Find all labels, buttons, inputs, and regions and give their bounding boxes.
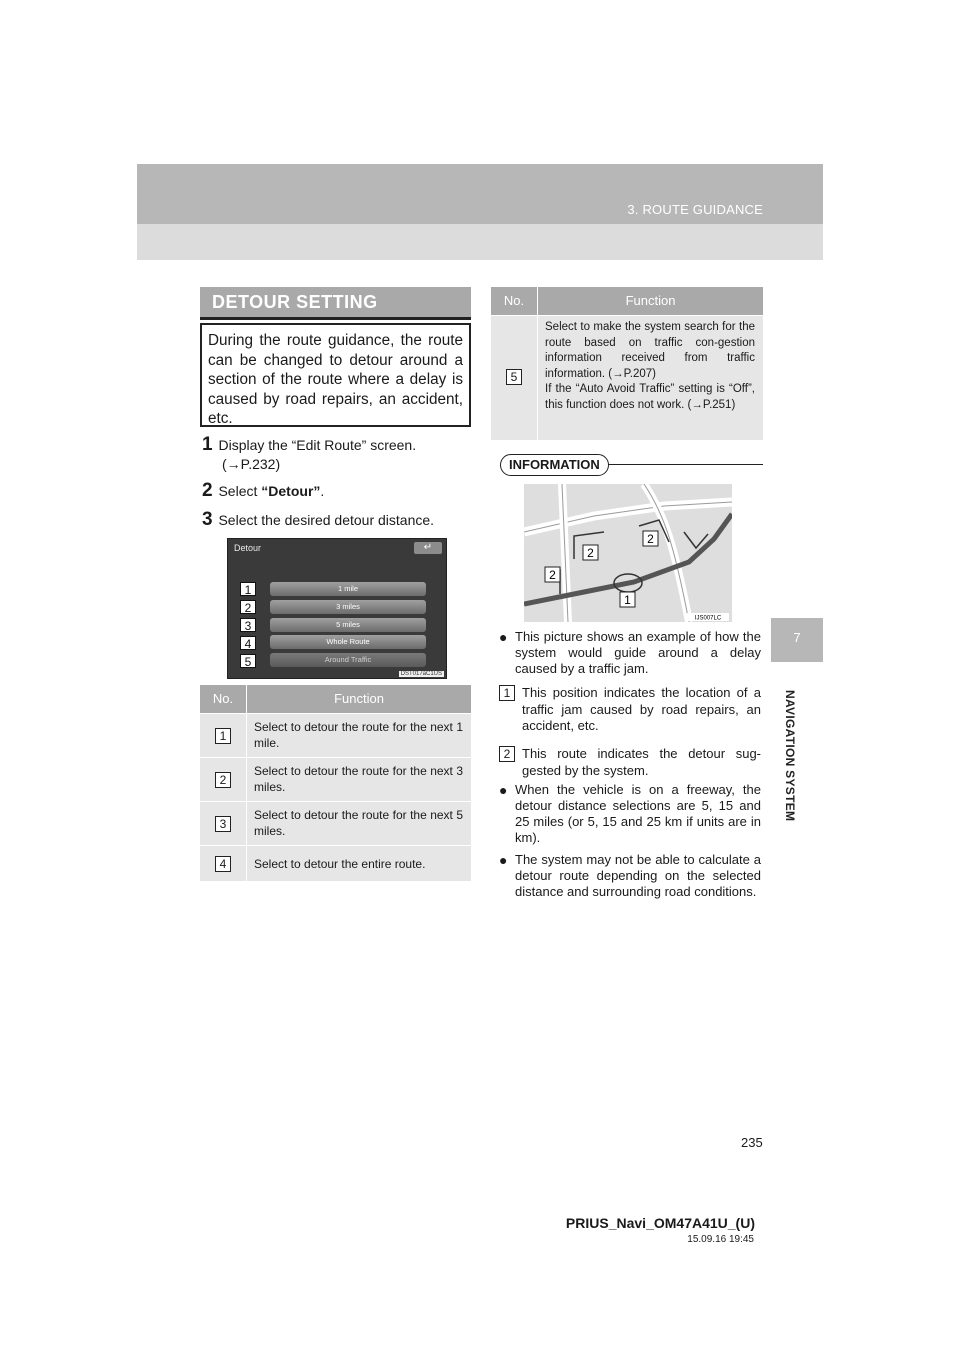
screen-title: Detour (234, 543, 262, 553)
chapter-number-tab: 7 (771, 618, 823, 662)
chapter-side-label (760, 690, 820, 910)
screen-option-1-mile: 1 mile (270, 582, 426, 596)
step-ref: (→P.232) (222, 456, 281, 472)
row-number: 1 (215, 728, 231, 744)
info-note-1 (499, 683, 761, 735)
function-table-2 (491, 287, 763, 440)
screen-option-around-traffic: Around Traffic (270, 653, 426, 667)
step-text: Select the desired detour distance. (218, 512, 435, 528)
note-number: 2 (499, 746, 515, 762)
screen-number-1: 1 (240, 582, 256, 596)
table-row (200, 757, 471, 801)
step-text: Display the “Edit Route” screen. (218, 437, 417, 453)
table-row (491, 315, 763, 440)
map-code: IJS007LC (694, 615, 722, 622)
info-note-2 (499, 744, 761, 779)
screen-option-3-miles: 3 miles (270, 600, 426, 614)
col-function-header: Function (537, 287, 763, 315)
step-2 (202, 481, 324, 501)
screen-number-4: 4 (240, 636, 256, 650)
row-function: Select to make the system search for the route based on traffic con-gestion information received from traffic information. (→P.207) (545, 321, 755, 380)
note-text: This position indicates the location of a traffic jam caused by road repairs, an accident, etc. (522, 685, 761, 733)
info-bullet: ● This picture shows an example of how the system would guide around a delay caused by a traffic jam. (499, 629, 761, 676)
step-1 (202, 435, 472, 474)
note-text: This route indicates the detour sug-gested by the system. (522, 746, 761, 778)
screen-code: DST017aC1US (400, 671, 442, 677)
detour-map-image (524, 484, 732, 622)
row-function: Select to detour the route for the next 5 miles. (254, 808, 463, 838)
page-number: 235 (741, 1135, 763, 1150)
section-heading: DETOUR SETTING (200, 287, 471, 317)
map-marker-2a: 2 (549, 568, 556, 582)
info-bullet: ● When the vehicle is on a freeway, the detour distance selections are 5, 15 and 25 miles (or 5, 15 and 25 km if units are in km). (499, 782, 761, 845)
back-icon: ↵ (414, 542, 442, 554)
bullet-icon: ● (499, 629, 508, 645)
detour-screen-image (227, 538, 447, 679)
row-number: 5 (506, 369, 522, 385)
section-intro: During the route guidance, the route can be changed to detour around a section of the route where a delay is caused by road repairs, an accident, etc. (200, 323, 471, 427)
section-heading-rule (200, 317, 471, 320)
step-number: 3 (202, 509, 213, 530)
note-number: 1 (499, 685, 515, 701)
bullet-icon: ● (499, 782, 508, 798)
row-function: Select to detour the route for the next 3 miles. (254, 764, 463, 794)
col-no-header: No. (212, 691, 234, 706)
table-header (200, 685, 471, 713)
map-drawing (524, 484, 732, 622)
header-band (137, 224, 823, 260)
step-text-bold: “Detour” (261, 483, 321, 499)
step-text-pre: Select (218, 483, 262, 499)
row-function: Select to detour the route for the next 1 mile. (254, 720, 463, 750)
map-marker-2c: 2 (647, 532, 654, 546)
step-number: 2 (202, 480, 213, 501)
row-number: 2 (215, 772, 231, 788)
map-marker-2b: 2 (587, 546, 594, 560)
row-number: 3 (215, 816, 231, 832)
step-text-post: . (320, 483, 325, 499)
table-row (200, 713, 471, 757)
screen-option-5-miles: 5 miles (270, 618, 426, 632)
screen-number-3: 3 (240, 618, 256, 632)
col-function-header: Function (246, 685, 471, 713)
table-row (200, 845, 471, 881)
side-label-text: NAVIGATION SYSTEM (783, 690, 797, 822)
screen-number-5: 5 (240, 654, 256, 668)
document-id: PRIUS_Navi_OM47A41U_(U) (565, 1215, 755, 1231)
screen-option-whole-route: Whole Route (270, 635, 426, 649)
bullet-icon: ● (499, 852, 508, 868)
screen-number-2: 2 (240, 600, 256, 614)
table-header (491, 287, 763, 315)
step-3 (202, 510, 434, 530)
map-marker-1: 1 (624, 593, 631, 607)
step-number: 1 (202, 434, 213, 455)
row-function-note: If the “Auto Avoid Traffic” setting is “Off”, this function does not work. (→P.251) (545, 383, 755, 411)
row-function: Select to detour the entire route. (254, 857, 426, 871)
chapter-title: 3. ROUTE GUIDANCE (627, 202, 763, 217)
function-table-1 (200, 685, 471, 881)
col-no-header: No. (503, 293, 525, 308)
information-label: INFORMATION (500, 454, 609, 476)
row-number: 4 (215, 856, 231, 872)
print-timestamp: 15.09.16 19:45 (687, 1234, 754, 1245)
table-row (200, 801, 471, 845)
info-bullet: ● The system may not be able to calculate a detour route depending on the selected distance and surrounding road conditions. (499, 852, 761, 899)
